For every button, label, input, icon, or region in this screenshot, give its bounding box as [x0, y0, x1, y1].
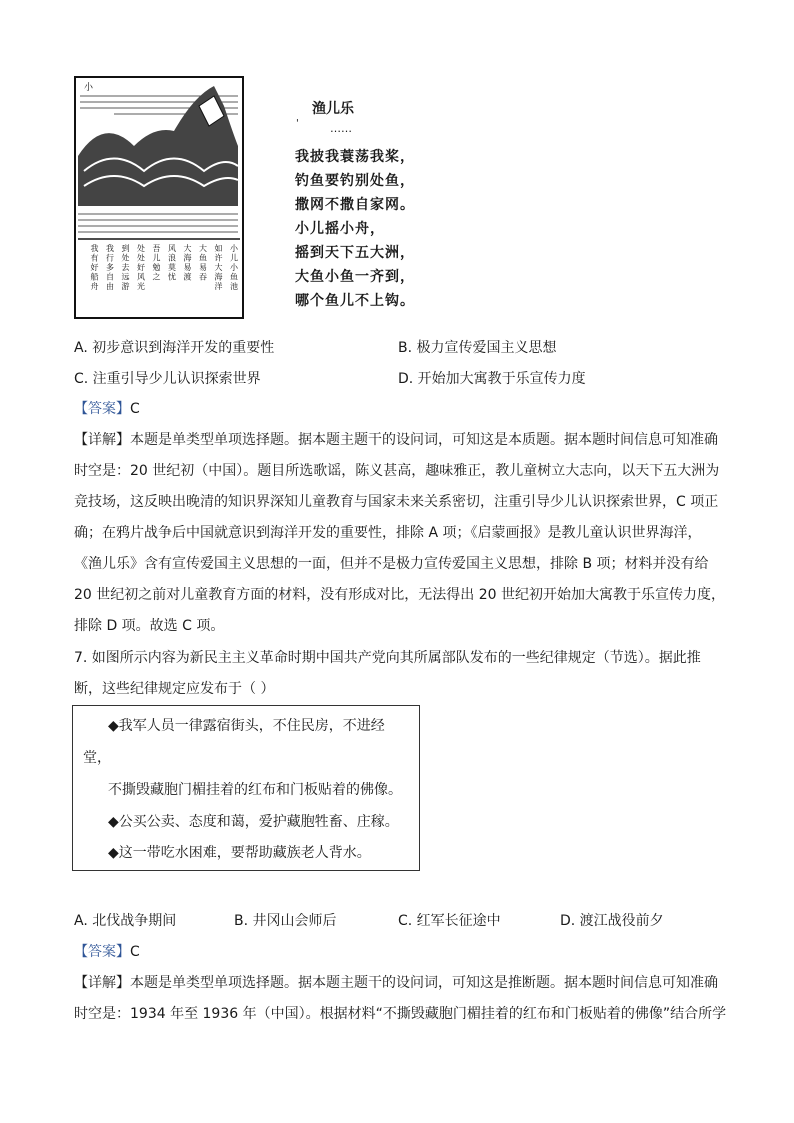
svg-text:小: 小: [230, 263, 238, 272]
svg-text:勉: 勉: [152, 263, 161, 272]
svg-text:舟: 舟: [90, 282, 99, 291]
poem-line: 我披我蓑荡我桨，: [295, 149, 415, 165]
svg-text:远: 远: [121, 272, 130, 282]
svg-text:我: 我: [106, 244, 114, 253]
woodcut-top-char: 小: [84, 83, 94, 93]
poem-tick-mark: ': [296, 118, 299, 129]
svg-text:大: 大: [199, 244, 207, 253]
svg-text:许: 许: [214, 253, 223, 263]
svg-text:风: 风: [168, 244, 176, 253]
q6-detail-line: 排除 D 项。故选 C 项。: [74, 618, 225, 634]
svg-text:浪: 浪: [168, 253, 176, 263]
woodcut-text-column: [230, 243, 239, 291]
woodcut-text-column: [122, 243, 130, 291]
answer-tag: 【答案】: [74, 401, 130, 417]
q7-option-c: C. 红军长征途中: [398, 913, 501, 929]
svg-text:池: 池: [230, 282, 238, 291]
poem-title: 渔儿乐: [312, 101, 354, 117]
q6-answer: [74, 399, 140, 419]
svg-text:忧: 忧: [168, 272, 176, 282]
woodcut-text-column: [153, 244, 161, 282]
svg-text:处: 处: [121, 253, 130, 263]
poem-line: 哪个鱼儿不上钩。: [295, 293, 415, 309]
q6-detail-line: 【详解】本题是单类型单项选择题。据本题主题干的设问词，可知这是本质题。据本题时间信息可知准确: [74, 432, 718, 448]
poem-line: 小儿摇小舟，: [295, 221, 385, 237]
woodcut-text-column: [106, 243, 114, 291]
woodcut-text-column: [91, 243, 99, 291]
poem-ellipsis: ……: [330, 122, 352, 135]
svg-text:到: 到: [121, 244, 130, 253]
svg-text:好: 好: [90, 263, 99, 272]
svg-text:好: 好: [137, 263, 145, 272]
answer-value: C: [130, 401, 140, 417]
svg-text:易: 易: [199, 263, 207, 272]
q7-answer: [74, 942, 140, 962]
q6-detail-line: 《渔儿乐》含有宣传爱国主义思想的一面，但并不是极力宣传爱国主义思想，排除 B 项；材料并没有给: [74, 556, 709, 572]
svg-text:我: 我: [90, 244, 99, 253]
poem-line: 撒网不撒自家网。: [295, 197, 415, 213]
q7-option-d: D. 渡江战役前夕: [560, 913, 664, 929]
svg-text:吞: 吞: [199, 272, 207, 282]
q6-detail-line: 竞技场，这反映出晚清的知识界深知儿童教育与国家未来关系密切，注重引导少儿认识探索世界，C 项正: [74, 494, 719, 510]
woodcut-text-column: [168, 244, 176, 282]
q6-option-a: A. 初步意识到海洋开发的重要性: [74, 340, 275, 356]
q7-material-box: [72, 705, 420, 871]
q6-option-b: B. 极力宣传爱国主义思想: [398, 340, 557, 356]
woodcut-illustration: [74, 76, 244, 319]
svg-text:行: 行: [106, 253, 114, 263]
svg-text:多: 多: [106, 263, 114, 272]
svg-text:儿: 儿: [152, 253, 161, 263]
svg-text:吾: 吾: [152, 244, 161, 253]
svg-text:由: 由: [106, 282, 114, 291]
q6-detail-line: 确；在鸦片战争后中国就意识到海洋开发的重要性，排除 A 项；《启蒙画报》是教儿童认识世界海洋，: [74, 525, 702, 541]
q7-option-b: B. 井冈山会师后: [234, 913, 337, 929]
svg-text:鱼: 鱼: [230, 272, 238, 282]
svg-text:小: 小: [230, 244, 238, 253]
svg-text:处: 处: [137, 244, 145, 253]
svg-text:去: 去: [121, 263, 130, 272]
q6-detail-line: 时空是：20 世纪初（中国）。题目所选歌谣，陈义甚高，趣味雅正，教儿童树立大志向，以天下五大洲为: [74, 463, 720, 479]
svg-text:莫: 莫: [168, 263, 176, 272]
q7-option-a: A. 北伐战争期间: [74, 913, 177, 929]
q7-stem-line: 断，这些纪律规定应发布于（ ）: [74, 681, 275, 697]
poem-line: 摇到天下五大洲，: [295, 245, 415, 261]
box-line: ◆我军人员一律露宿街头，不住民房，不进经: [108, 718, 385, 734]
box-line: ◆这一带吃水困难，要帮助藏族老人背水。: [108, 845, 371, 861]
svg-text:光: 光: [137, 282, 145, 291]
woodcut-text-column: [215, 243, 223, 291]
poem-line: 钓鱼要钓别处鱼，: [295, 173, 415, 189]
svg-text:海: 海: [183, 253, 192, 263]
box-line: 堂，: [83, 750, 111, 766]
q7-detail-line: 时空是：1934 年至 1936 年（中国）。根据材料“不撕毁藏胞门楣挂着的红布和门板贴着的佛像”结合所学: [74, 1006, 727, 1022]
answer-value: C: [130, 944, 140, 960]
svg-text:大: 大: [183, 244, 192, 253]
answer-tag: 【答案】: [74, 944, 130, 960]
poem-line: 大鱼小鱼一齐到，: [295, 269, 415, 285]
svg-text:之: 之: [152, 272, 161, 282]
svg-text:洋: 洋: [214, 282, 223, 291]
svg-text:儿: 儿: [230, 253, 238, 263]
box-line: 不撕毁藏胞门楣挂着的红布和门板贴着的佛像。: [108, 782, 402, 798]
svg-text:如: 如: [214, 244, 223, 253]
q6-detail-line: 20 世纪初之前对儿童教育方面的材料，没有形成对比，无法得出 20 世纪初开始加大寓教于乐宣传力度，: [74, 587, 725, 603]
woodcut-text-column: [184, 243, 192, 282]
svg-text:渡: 渡: [183, 272, 192, 282]
svg-text:处: 处: [137, 253, 145, 263]
box-line: ◆公买公卖、态度和蔼，爱护藏胞牲畜、庄稼。: [108, 814, 399, 830]
svg-text:风: 风: [137, 272, 145, 282]
q7-stem-line: 7. 如图所示内容为新民主主义革命时期中国共产党向其所属部队发布的一些纪律规定（节选）。据此推: [74, 650, 701, 666]
q6-option-c: C. 注重引导少儿认识探索世界: [74, 371, 261, 387]
svg-text:鱼: 鱼: [199, 253, 207, 263]
svg-text:自: 自: [106, 272, 114, 282]
svg-text:海: 海: [214, 272, 223, 282]
svg-text:大: 大: [214, 263, 223, 272]
svg-text:船: 船: [90, 272, 99, 282]
woodcut-text-column: [199, 243, 207, 282]
q6-option-d: D. 开始加大寓教于乐宣传力度: [398, 371, 586, 387]
svg-text:易: 易: [183, 263, 192, 272]
svg-text:游: 游: [121, 282, 130, 291]
woodcut-text-column: [137, 243, 145, 291]
q7-detail-line: 【详解】本题是单类型单项选择题。据本题主题干的设问词，可知这是推断题。据本题时间信息可知准确: [74, 975, 718, 991]
svg-text:有: 有: [90, 253, 99, 263]
